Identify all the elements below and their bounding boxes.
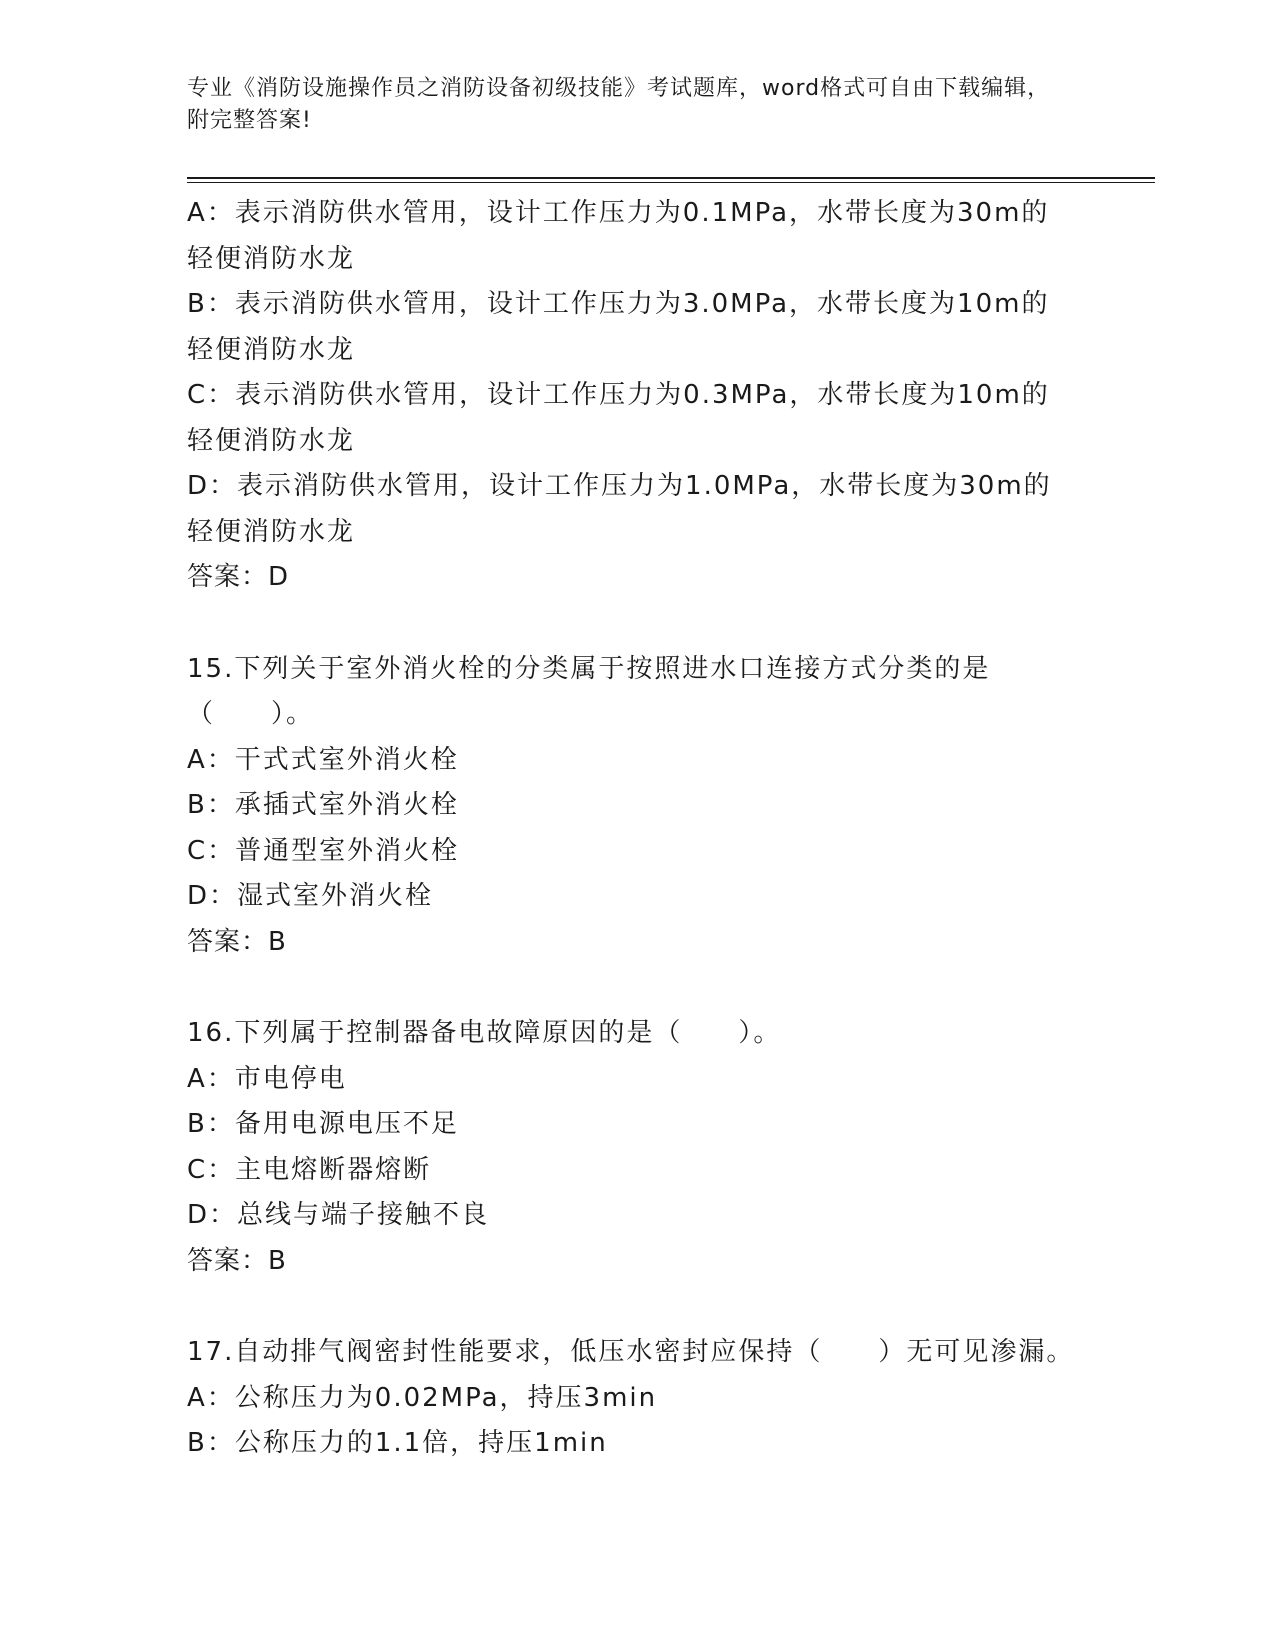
question-text: 16.下列属于控制器备电故障原因的是（ ）。 [187, 1018, 782, 1048]
spacer [187, 965, 1087, 1011]
question-15 [187, 647, 1087, 966]
spacer [187, 1284, 1087, 1330]
answer-line: 答案：B [187, 926, 287, 957]
question-text: 17.自动排气阀密封性能要求，低压水密封应保持（ ）无可见渗漏。 [187, 1337, 1075, 1367]
option-a: A：公称压力为0.02MPa，持压3min [187, 1382, 658, 1413]
option-b: B：备用电源电压不足 [187, 1109, 459, 1139]
option-d: D：湿式室外消火栓 [187, 881, 434, 911]
question-14 [187, 191, 1087, 601]
option-a: A：干式式室外消火栓 [187, 744, 459, 775]
option-a: A：市电停电 [187, 1063, 347, 1094]
question-16 [187, 1011, 1087, 1284]
option-c: C：表示消防供水管用，设计工作压力为0.3MPa，水带长度为10m的轻便消防水龙 [187, 380, 1050, 456]
option-c: C：主电熔断器熔断 [187, 1154, 432, 1185]
spacer [187, 601, 1087, 647]
option-b: B：承插式室外消火栓 [187, 790, 459, 820]
option-d: D：总线与端子接触不良 [187, 1200, 490, 1230]
option-c: C：普通型室外消火栓 [187, 835, 460, 866]
question-17 [187, 1330, 1087, 1467]
header-divider-thick [187, 177, 1155, 179]
option-a: A：表示消防供水管用，设计工作压力为0.1MPa，水带长度为30m的轻便消防水龙 [187, 198, 1050, 274]
option-d: D：表示消防供水管用，设计工作压力为1.0MPa，水带长度为30m的轻便消防水龙 [187, 471, 1052, 547]
header-divider-thin [187, 182, 1155, 183]
question-list [187, 191, 1087, 1467]
option-b: B：表示消防供水管用，设计工作压力为3.0MPa，水带长度为10m的轻便消防水龙 [187, 289, 1050, 365]
question-text: 15.下列关于室外消火栓的分类属于按照进水口连接方式分类的是（ ）。 [187, 653, 991, 729]
answer-line: 答案：D [187, 562, 290, 592]
header-title: 专业《消防设施操作员之消防设备初级技能》考试题库，word格式可自由下载编辑，附完整答案! [187, 76, 1051, 133]
answer-line: 答案：B [187, 1245, 287, 1276]
document-header [187, 73, 1067, 137]
option-b: B：公称压力的1.1倍，持压1min [187, 1428, 608, 1458]
